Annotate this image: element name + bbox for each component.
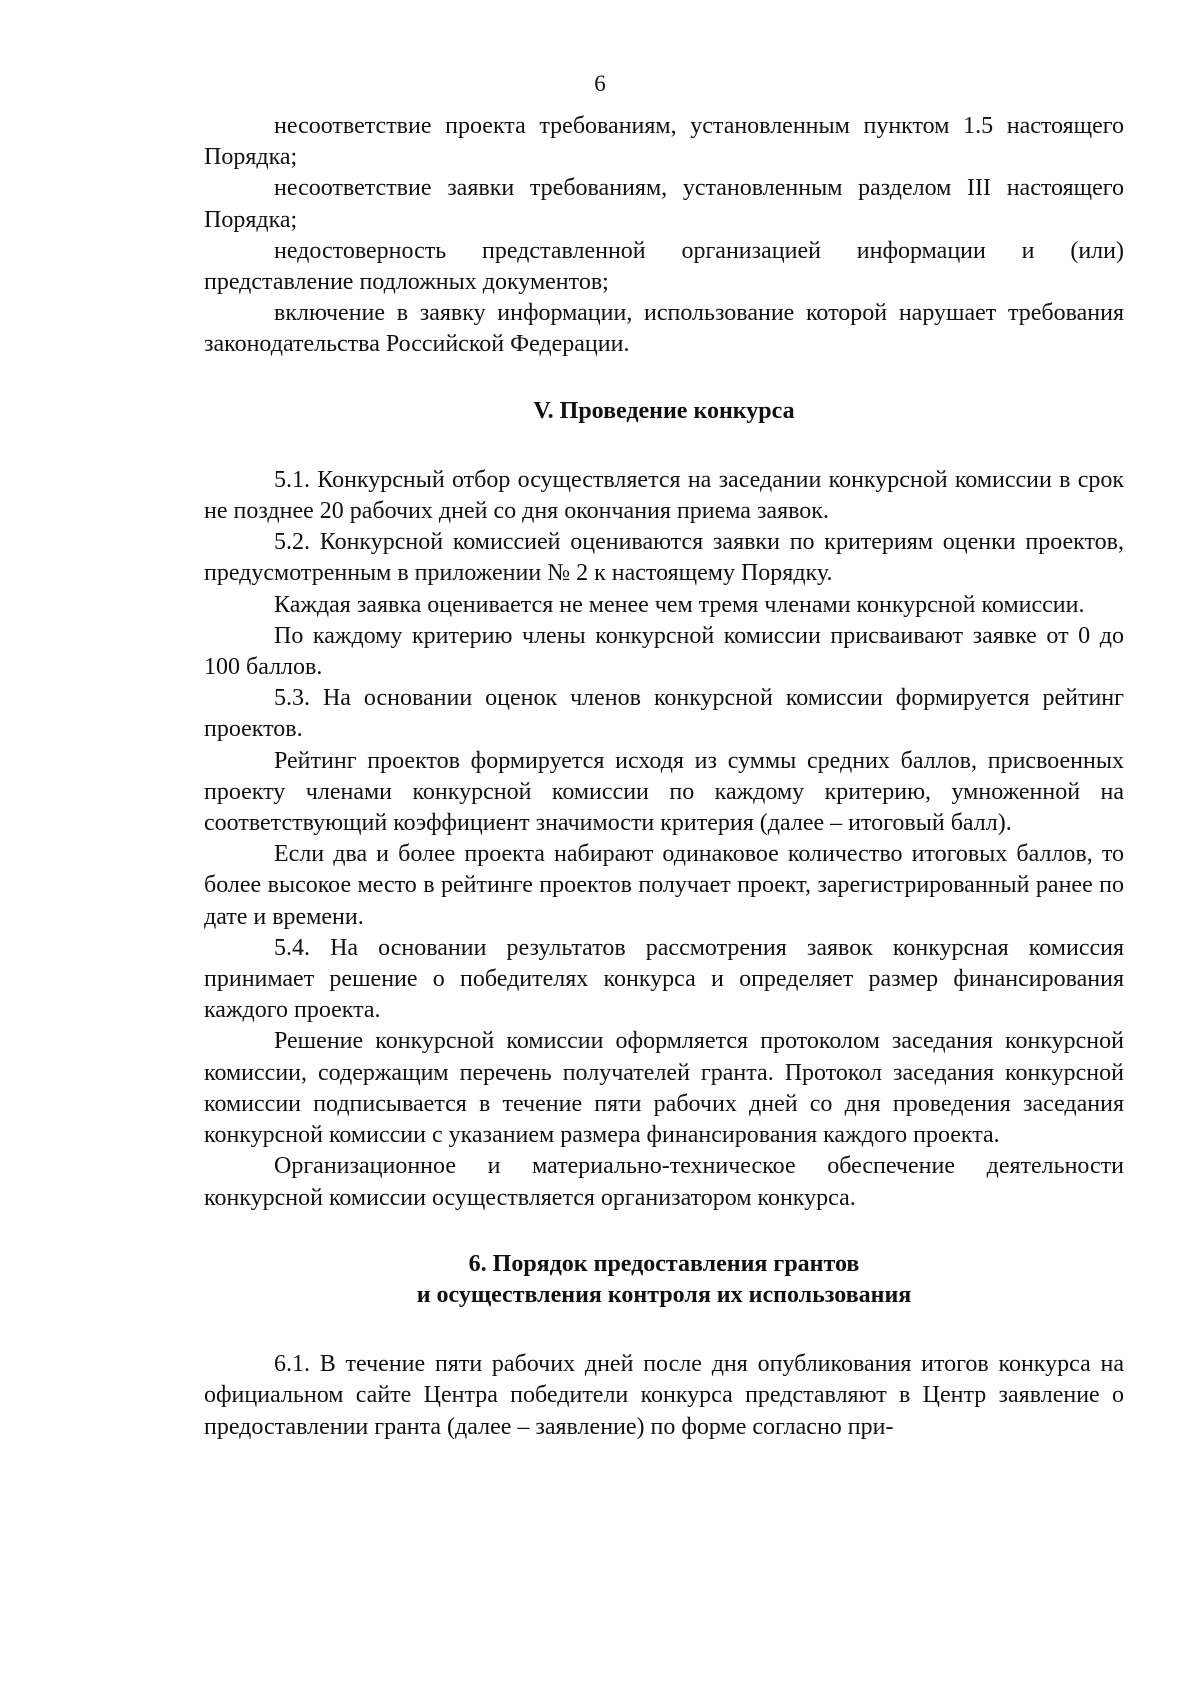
paragraph: Организационное и материально-техническое обеспечение деятельности конкурсной комиссии осуществляется организатором конкурса.: [204, 1153, 1124, 1211]
section-heading-6-line2: и осуществления контроля их использования: [416, 1281, 912, 1308]
paragraph-5-3: 5.3. На основании оценок членов конкурсной комиссии формируется рейтинг проектов.: [204, 685, 1124, 743]
document-body: [204, 111, 1124, 1443]
paragraph: Рейтинг проектов формируется исходя из суммы средних баллов, присвоенных проекту членами конкурсной комиссии по каждому критерию, умноженной на соответствующий коэффициент значимости критерия (далее – итоговый балл).: [204, 747, 1124, 837]
paragraph: Каждая заявка оценивается не менее чем тремя членами конкурсной комиссии.: [274, 591, 1085, 618]
paragraph: недостоверность представленной организацией информации и (или) представление подложных документов;: [204, 237, 1124, 296]
paragraph: Решение конкурсной комиссии оформляется протоколом заседания конкурсной комиссии, содержащим перечень получателей гранта. Протокол заседания конкурсной комиссии подписывается в течение пяти рабочих дней со дня проведения заседания конкурсной комиссии с указанием размера финансирования каждого проекта.: [204, 1028, 1124, 1149]
paragraph: Если два и более проекта набирают одинаковое количество итоговых баллов, то более высокое место в рейтинге проектов получает проект, зарегистрированный ранее по дате и времени.: [204, 841, 1124, 930]
section-heading-6-line1: 6. Порядок предоставления грантов: [468, 1250, 860, 1277]
paragraph-6-1: 6.1. В течение пяти рабочих дней после дня опубликования итогов конкурса на официальном сайте Центра победители конкурса представляют в Центр заявление о предоставлении гранта (далее – заявление) по форме согласно при-: [204, 1351, 1124, 1440]
paragraph-5-1: 5.1. Конкурсный отбор осуществляется на заседании конкурсной комиссии в срок не позднее 20 рабочих дней со дня окончания приема заявок.: [204, 466, 1124, 525]
section-heading-6: [204, 1249, 1124, 1311]
section-heading-v: V. Проведение конкурса: [533, 397, 795, 424]
paragraph-5-2: 5.2. Конкурсной комиссией оцениваются заявки по критериям оценки проектов, предусмотренным в приложении № 2 к настоящему Порядку.: [204, 529, 1124, 587]
paragraph: несоответствие заявки требованиям, установленным разделом III настоящего Порядка;: [204, 175, 1124, 233]
page-number: 6: [594, 71, 606, 96]
paragraph: включение в заявку информации, использование которой нарушает требования законодательства Российской Федерации.: [204, 300, 1124, 358]
paragraph: несоответствие проекта требованиям, установленным пунктом 1.5 настоящего Порядка;: [204, 113, 1124, 171]
paragraph-5-4: 5.4. На основании результатов рассмотрения заявок конкурсная комиссия принимает решение о победителях конкурса и определяет размер финансирования каждого проекта.: [204, 934, 1124, 1024]
paragraph: По каждому критерию члены конкурсной комиссии присваивают заявке от 0 до 100 баллов.: [204, 622, 1124, 681]
